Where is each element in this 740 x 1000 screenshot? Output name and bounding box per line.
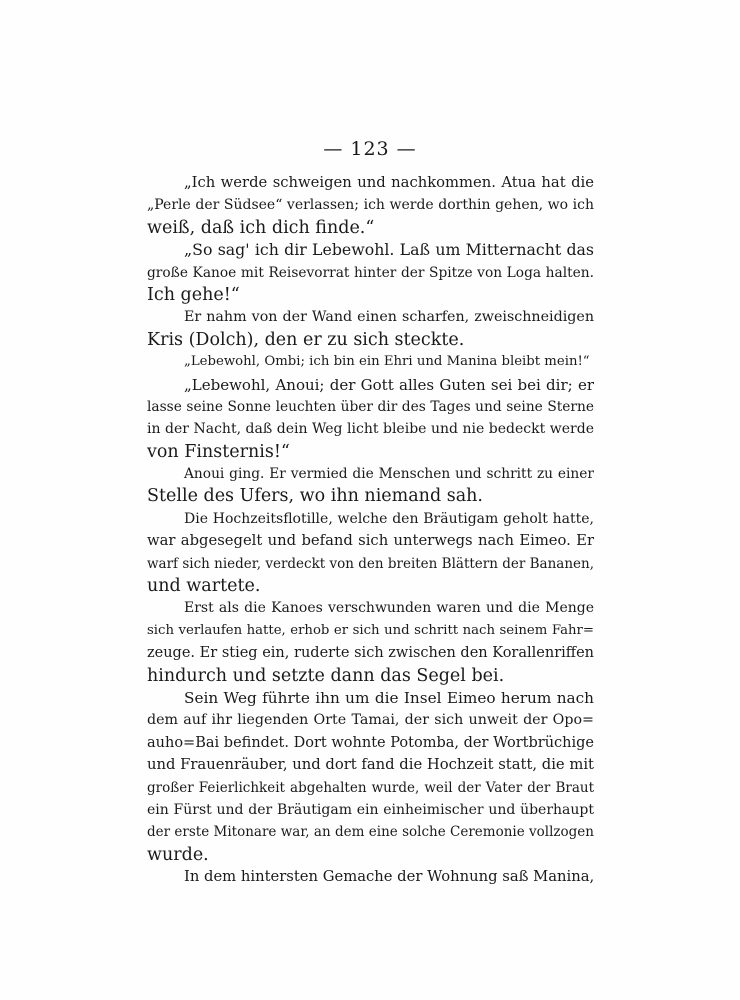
text-line: großer Feierlichkeit abgehalten wurde, weil der Vater der Braut xyxy=(147,779,594,796)
text-line: sich verlaufen hatte, erhob er sich und schritt nach seinem Fahr= xyxy=(147,622,594,638)
text-line: Erst als die Kanoes verschwunden waren und die Menge xyxy=(184,600,594,617)
text-line: und Frauenräuber, und dort fand die Hochzeit statt, die mit xyxy=(147,756,594,774)
text-line: „Ich werde schweigen und nachkommen. Atua hat die xyxy=(184,174,594,191)
text-line: ein Fürst und der Bräutigam ein einheimischer und überhaupt xyxy=(147,801,594,818)
text-line: „So sag' ich dir Lebewohl. Laß um Mitternacht das xyxy=(184,240,594,260)
text-line: In dem hintersten Gemache der Wohnung saß Manina, xyxy=(184,868,594,886)
text-line: der erste Mitonare war, an dem eine solche Ceremonie vollzogen xyxy=(147,824,594,841)
page-number: — 123 — xyxy=(323,138,417,160)
text-line: Anoui ging. Er vermied die Menschen und schritt zu einer xyxy=(184,466,594,483)
text-line: Kris (Dolch), den er zu sich steckte. xyxy=(147,329,465,350)
text-line: weiß, daß ich dich finde.“ xyxy=(147,217,375,238)
text-line: „Lebewohl, Ombi; ich bin ein Ehri und Manina bleibt mein!“ xyxy=(184,354,590,370)
text-line: Er nahm von der Wand einen scharfen, zweischneidigen xyxy=(184,309,594,326)
text-line: dem auf ihr liegenden Orte Tamai, der sich unweit der Opo= xyxy=(147,712,594,729)
text-line: war abgesegelt und befand sich unterwegs nach Eimeo. Er xyxy=(147,532,594,550)
text-line: und wartete. xyxy=(147,576,261,597)
text-line: „Perle der Südsee“ verlassen; ich werde dorthin gehen, wo ich xyxy=(147,197,594,214)
text-line: Sein Weg führte ihn um die Insel Eimeo herum nach xyxy=(184,688,594,707)
text-line: wurde. xyxy=(147,844,209,865)
text-line: lasse seine Sonne leuchten über dir des Tages und seine Sterne xyxy=(147,398,594,415)
text-line: Stelle des Ufers, wo ihn niemand sah. xyxy=(147,486,483,507)
text-line: hindurch und setzte dann das Segel bei. xyxy=(147,665,505,686)
text-line: in der Nacht, daß dein Weg licht bleibe und nie bedeckt werde xyxy=(147,421,594,438)
text-line: warf sich nieder, verdeckt von den breiten Blättern der Bananen, xyxy=(147,555,594,572)
body-text xyxy=(147,172,594,889)
text-line: Die Hochzeitsflotille, welche den Bräutigam geholt hatte, xyxy=(184,510,594,527)
text-line: Ich gehe!“ xyxy=(147,284,240,305)
text-line: von Finsternis!“ xyxy=(147,441,290,462)
text-line: auho=Bai befindet. Dort wohnte Potomba, der Wortbrüchige xyxy=(147,734,594,751)
text-line: zeuge. Er stieg ein, ruderte sich zwischen den Korallenriffen xyxy=(147,645,594,662)
text-line: große Kanoe mit Reisevorrat hinter der Spitze von Loga halten. xyxy=(147,264,594,281)
text-line: „Lebewohl, Anoui; der Gott alles Guten sei bei dir; er xyxy=(184,375,594,394)
